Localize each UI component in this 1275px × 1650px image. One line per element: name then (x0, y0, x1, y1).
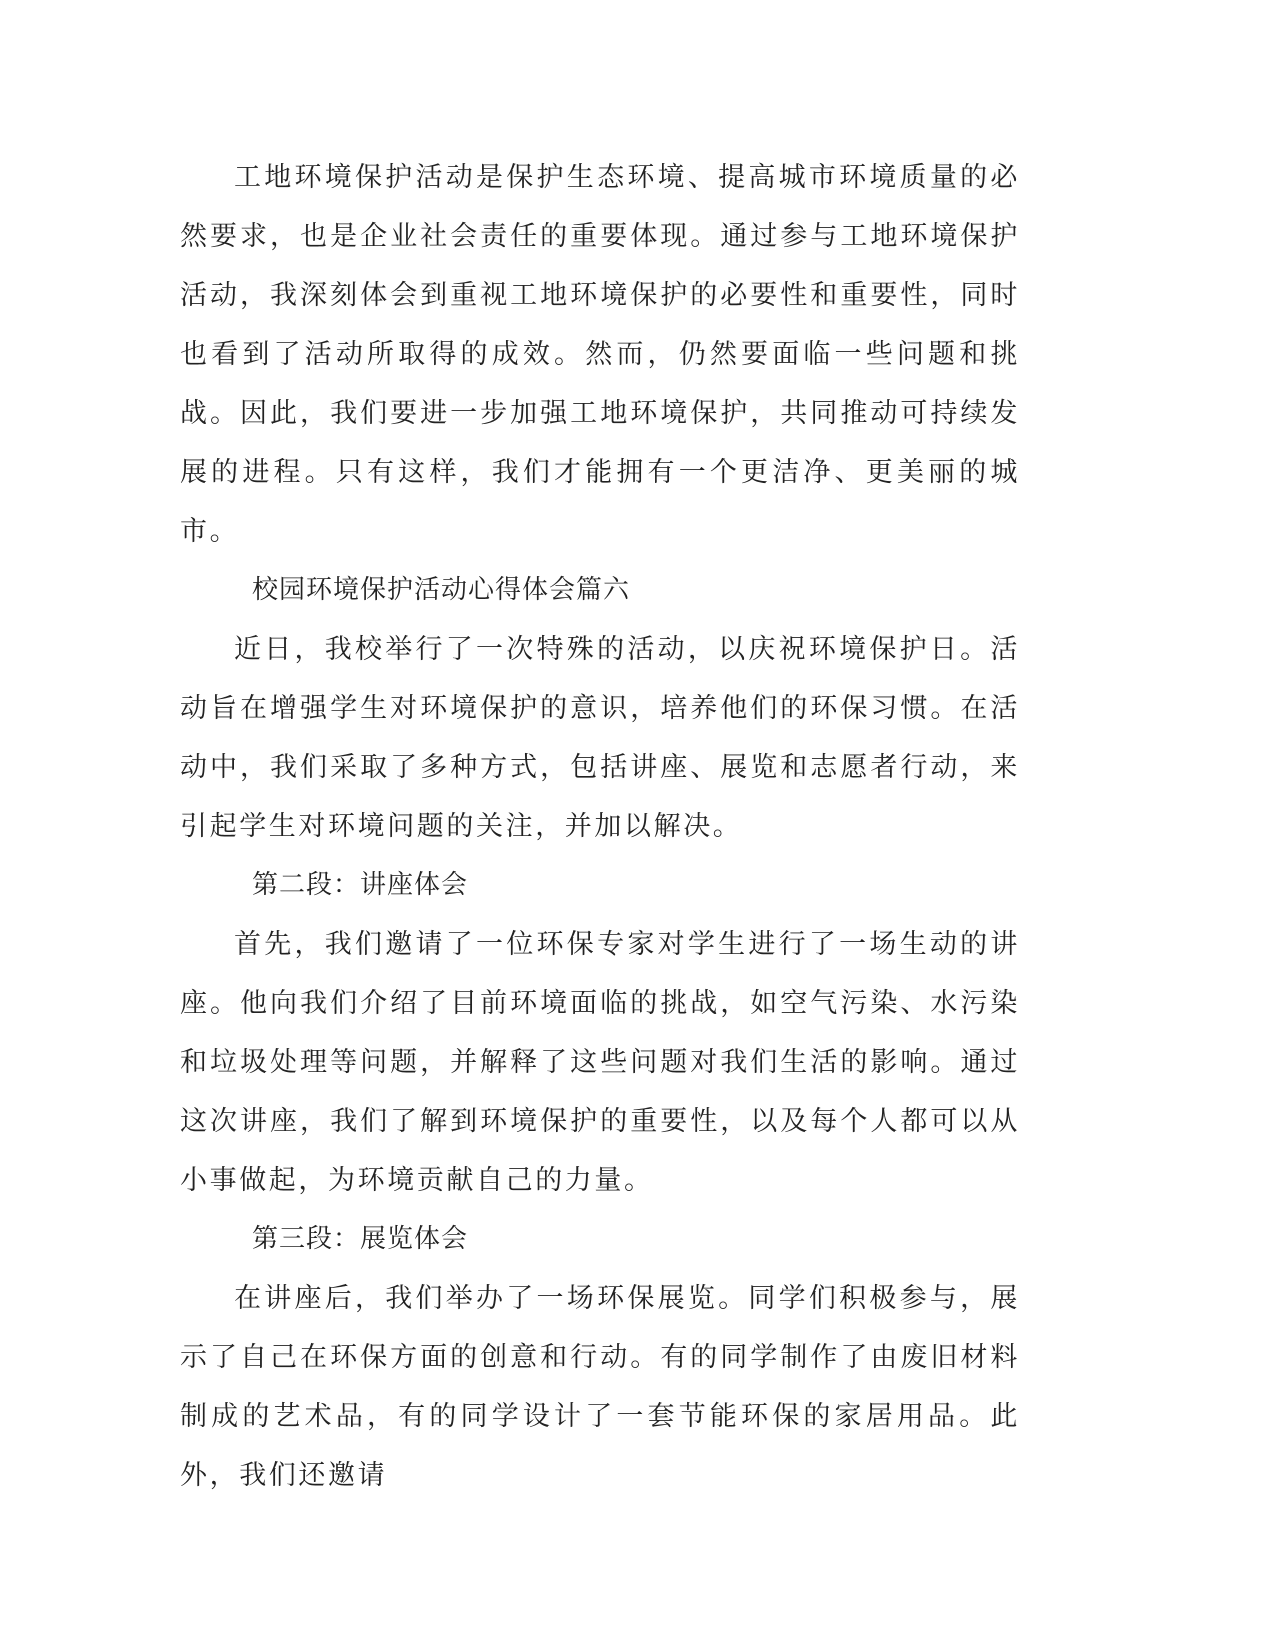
paragraph-exhibition: 在讲座后，我们举办了一场环保展览。同学们积极参与，展示了自己在环保方面的创意和行动。有的同学制作了由废旧材料制成的艺术品，有的同学设计了一套节能环保的家居用品。此外，我们还邀请 (180, 1283, 1020, 1491)
paragraph-intro-activity: 近日，我校举行了一次特殊的活动，以庆祝环境保护日。活动旨在增强学生对环境保护的意识，培养他们的环保习惯。在活动中，我们采取了多种方式，包括讲座、展览和志愿者行动，来引起学生对环境问题的关注，并加以解决。 (180, 634, 1020, 842)
document-body (180, 148, 1020, 1505)
section-heading-exhibition: 第三段：展览体会 (252, 1224, 469, 1254)
section-heading-lecture: 第二段：讲座体会 (252, 870, 469, 900)
paragraph-construction-site: 工地环境保护活动是保护生态环境、提高城市环境质量的必然要求，也是企业社会责任的重要体现。通过参与工地环境保护活动，我深刻体会到重视工地环境保护的必要性和重要性，同时也看到了活动所取得的成效。然而，仍然要面临一些问题和挑战。因此，我们要进一步加强工地环境保护，共同推动可持续发展的进程。只有这样，我们才能拥有一个更洁净、更美丽的城市。 (180, 162, 1020, 547)
paragraph-lecture: 首先，我们邀请了一位环保专家对学生进行了一场生动的讲座。他向我们介绍了目前环境面临的挑战，如空气污染、水污染和垃圾处理等问题，并解释了这些问题对我们生活的影响。通过这次讲座，我们了解到环境保护的重要性，以及每个人都可以从小事做起，为环境贡献自己的力量。 (180, 929, 1020, 1196)
section-heading-campus: 校园环境保护活动心得体会篇六 (252, 575, 631, 605)
